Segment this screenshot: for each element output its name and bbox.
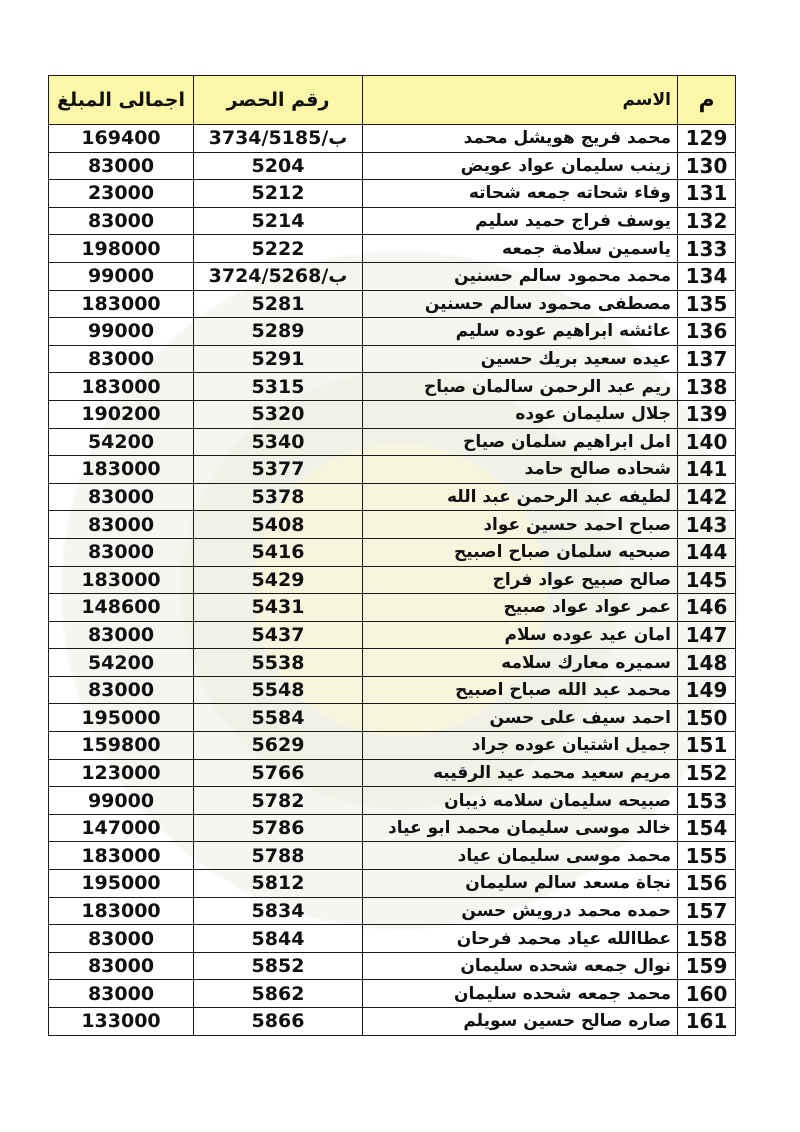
row-num: 131 xyxy=(678,180,736,208)
table-row xyxy=(49,125,736,153)
row-num: 130 xyxy=(678,152,736,180)
table-row xyxy=(49,318,736,346)
row-num: 140 xyxy=(678,428,736,456)
row-num: 143 xyxy=(678,511,736,539)
row-name: حمده محمد درويش حسن xyxy=(363,897,678,925)
row-amount: 123000 xyxy=(49,759,194,787)
row-amount: 83000 xyxy=(49,980,194,1008)
row-name: صالح صبيح عواد فراج xyxy=(363,566,678,594)
row-name: صبحيه سلمان صباح اصبيح xyxy=(363,538,678,566)
row-amount: 159800 xyxy=(49,732,194,760)
table-row xyxy=(49,594,736,622)
table-row xyxy=(49,566,736,594)
header-num: م xyxy=(678,76,736,125)
row-amount: 183000 xyxy=(49,373,194,401)
row-name: ريم عبد الرحمن سالمان صباح xyxy=(363,373,678,401)
row-num: 138 xyxy=(678,373,736,401)
table-row xyxy=(49,456,736,484)
row-reg: 5852 xyxy=(194,952,363,980)
row-name: نوال جمعه شحده سليمان xyxy=(363,952,678,980)
row-num: 146 xyxy=(678,594,736,622)
row-num: 156 xyxy=(678,870,736,898)
row-num: 133 xyxy=(678,235,736,263)
row-reg: 5377 xyxy=(194,456,363,484)
row-reg: 5788 xyxy=(194,842,363,870)
row-num: 159 xyxy=(678,952,736,980)
row-num: 129 xyxy=(678,125,736,153)
row-name: عيده سعيد بريك حسين xyxy=(363,345,678,373)
row-reg: 5340 xyxy=(194,428,363,456)
row-num: 161 xyxy=(678,1008,736,1036)
row-num: 144 xyxy=(678,538,736,566)
row-reg: 5584 xyxy=(194,704,363,732)
row-num: 149 xyxy=(678,676,736,704)
row-reg: 5212 xyxy=(194,180,363,208)
row-amount: 54200 xyxy=(49,428,194,456)
row-reg: 5378 xyxy=(194,483,363,511)
row-reg: 5834 xyxy=(194,897,363,925)
row-reg: 5538 xyxy=(194,649,363,677)
row-num: 132 xyxy=(678,207,736,235)
table-row xyxy=(49,676,736,704)
row-reg: 5766 xyxy=(194,759,363,787)
header-name: الاسم xyxy=(363,76,678,125)
row-amount: 183000 xyxy=(49,290,194,318)
table-row xyxy=(49,511,736,539)
table-row xyxy=(49,952,736,980)
row-amount: 99000 xyxy=(49,262,194,290)
row-reg: ب/3734/5185 xyxy=(194,125,363,153)
table-row xyxy=(49,732,736,760)
table-row xyxy=(49,345,736,373)
row-amount: 83000 xyxy=(49,952,194,980)
row-reg: 5320 xyxy=(194,400,363,428)
row-num: 134 xyxy=(678,262,736,290)
table-row xyxy=(49,621,736,649)
row-num: 148 xyxy=(678,649,736,677)
row-amount: 54200 xyxy=(49,649,194,677)
row-num: 141 xyxy=(678,456,736,484)
row-num: 151 xyxy=(678,732,736,760)
row-name: صاره صالح حسين سويلم xyxy=(363,1008,678,1036)
table-row xyxy=(49,897,736,925)
table-row xyxy=(49,207,736,235)
row-name: عمر عواد عواد صبيح xyxy=(363,594,678,622)
header-reg: رقم الحصر xyxy=(194,76,363,125)
table-row xyxy=(49,704,736,732)
row-amount: 83000 xyxy=(49,483,194,511)
row-name: وفاء شحاته جمعه شحاته xyxy=(363,180,678,208)
row-num: 154 xyxy=(678,814,736,842)
row-name: مريم سعيد محمد عيد الرقيبه xyxy=(363,759,678,787)
row-reg: ب/3724/5268 xyxy=(194,262,363,290)
row-reg: 5844 xyxy=(194,925,363,953)
table-row xyxy=(49,373,736,401)
row-num: 147 xyxy=(678,621,736,649)
row-amount: 190200 xyxy=(49,400,194,428)
row-name: احمد سيف على حسن xyxy=(363,704,678,732)
row-num: 152 xyxy=(678,759,736,787)
table-row xyxy=(49,814,736,842)
row-num: 145 xyxy=(678,566,736,594)
row-name: امان عيد عوده سلام xyxy=(363,621,678,649)
row-reg: 5416 xyxy=(194,538,363,566)
row-reg: 5431 xyxy=(194,594,363,622)
table-header-row xyxy=(49,76,736,125)
row-num: 158 xyxy=(678,925,736,953)
row-name: صبيحه سليمان سلامه ذيبان xyxy=(363,787,678,815)
row-name: صباح احمد حسين عواد xyxy=(363,511,678,539)
row-amount: 83000 xyxy=(49,538,194,566)
row-amount: 83000 xyxy=(49,621,194,649)
table-body xyxy=(49,125,736,1036)
row-name: محمد موسى سليمان عياد xyxy=(363,842,678,870)
row-reg: 5629 xyxy=(194,732,363,760)
table-row xyxy=(49,787,736,815)
table-row xyxy=(49,290,736,318)
row-num: 139 xyxy=(678,400,736,428)
row-name: امل ابراهيم سلمان صياح xyxy=(363,428,678,456)
row-num: 157 xyxy=(678,897,736,925)
table-row xyxy=(49,842,736,870)
row-num: 150 xyxy=(678,704,736,732)
row-amount: 83000 xyxy=(49,345,194,373)
table-row xyxy=(49,538,736,566)
row-name: ياسمين سلامة جمعه xyxy=(363,235,678,263)
row-amount: 147000 xyxy=(49,814,194,842)
table-row xyxy=(49,925,736,953)
row-reg: 5786 xyxy=(194,814,363,842)
table-row xyxy=(49,262,736,290)
row-name: شحاده صالح حامد xyxy=(363,456,678,484)
row-reg: 5782 xyxy=(194,787,363,815)
row-amount: 183000 xyxy=(49,566,194,594)
row-reg: 5315 xyxy=(194,373,363,401)
row-name: محمد جمعه شحده سليمان xyxy=(363,980,678,1008)
row-amount: 195000 xyxy=(49,704,194,732)
row-amount: 99000 xyxy=(49,787,194,815)
table-row xyxy=(49,870,736,898)
row-num: 153 xyxy=(678,787,736,815)
row-name: محمد فريج هويشل محمد xyxy=(363,125,678,153)
beneficiaries-table xyxy=(48,75,736,1036)
row-reg: 5289 xyxy=(194,318,363,346)
row-reg: 5437 xyxy=(194,621,363,649)
table-row xyxy=(49,235,736,263)
table-row xyxy=(49,1008,736,1036)
row-amount: 83000 xyxy=(49,152,194,180)
row-name: محمد محمود سالم حسنين xyxy=(363,262,678,290)
row-amount: 183000 xyxy=(49,456,194,484)
row-name: خالد موسى سليمان محمد ابو عياد xyxy=(363,814,678,842)
row-reg: 5862 xyxy=(194,980,363,1008)
row-amount: 83000 xyxy=(49,925,194,953)
table-row xyxy=(49,759,736,787)
row-amount: 83000 xyxy=(49,207,194,235)
row-reg: 5291 xyxy=(194,345,363,373)
row-amount: 195000 xyxy=(49,870,194,898)
row-num: 160 xyxy=(678,980,736,1008)
row-amount: 198000 xyxy=(49,235,194,263)
table-row xyxy=(49,400,736,428)
row-num: 136 xyxy=(678,318,736,346)
row-reg: 5548 xyxy=(194,676,363,704)
row-amount: 148600 xyxy=(49,594,194,622)
row-reg: 5222 xyxy=(194,235,363,263)
row-name: عائشه ابراهيم عوده سليم xyxy=(363,318,678,346)
table-row xyxy=(49,980,736,1008)
row-reg: 5281 xyxy=(194,290,363,318)
row-reg: 5866 xyxy=(194,1008,363,1036)
row-amount: 133000 xyxy=(49,1008,194,1036)
table-row xyxy=(49,428,736,456)
row-name: عطاالله عياد محمد فرحان xyxy=(363,925,678,953)
row-name: جلال سليمان عوده xyxy=(363,400,678,428)
row-num: 137 xyxy=(678,345,736,373)
row-name: نجاة مسعد سالم سليمان xyxy=(363,870,678,898)
table-row xyxy=(49,649,736,677)
row-amount: 183000 xyxy=(49,897,194,925)
row-num: 142 xyxy=(678,483,736,511)
table-row xyxy=(49,152,736,180)
row-name: محمد عبد الله صباح اصبيح xyxy=(363,676,678,704)
row-amount: 183000 xyxy=(49,842,194,870)
row-reg: 5408 xyxy=(194,511,363,539)
row-name: سميره معارك سلامه xyxy=(363,649,678,677)
row-amount: 169400 xyxy=(49,125,194,153)
row-amount: 83000 xyxy=(49,676,194,704)
table-row xyxy=(49,180,736,208)
row-name: مصطفى محمود سالم حسنين xyxy=(363,290,678,318)
row-num: 155 xyxy=(678,842,736,870)
row-reg: 5214 xyxy=(194,207,363,235)
table-row xyxy=(49,483,736,511)
row-name: يوسف فراج حميد سليم xyxy=(363,207,678,235)
row-name: زينب سليمان عواد عويض xyxy=(363,152,678,180)
row-reg: 5204 xyxy=(194,152,363,180)
row-amount: 99000 xyxy=(49,318,194,346)
row-amount: 23000 xyxy=(49,180,194,208)
row-name: لطيفه عبد الرحمن عبد الله xyxy=(363,483,678,511)
row-reg: 5812 xyxy=(194,870,363,898)
row-num: 135 xyxy=(678,290,736,318)
row-reg: 5429 xyxy=(194,566,363,594)
header-amount: اجمالى المبلغ xyxy=(49,76,194,125)
row-amount: 83000 xyxy=(49,511,194,539)
row-name: جميل اشتيان عوده جراد xyxy=(363,732,678,760)
